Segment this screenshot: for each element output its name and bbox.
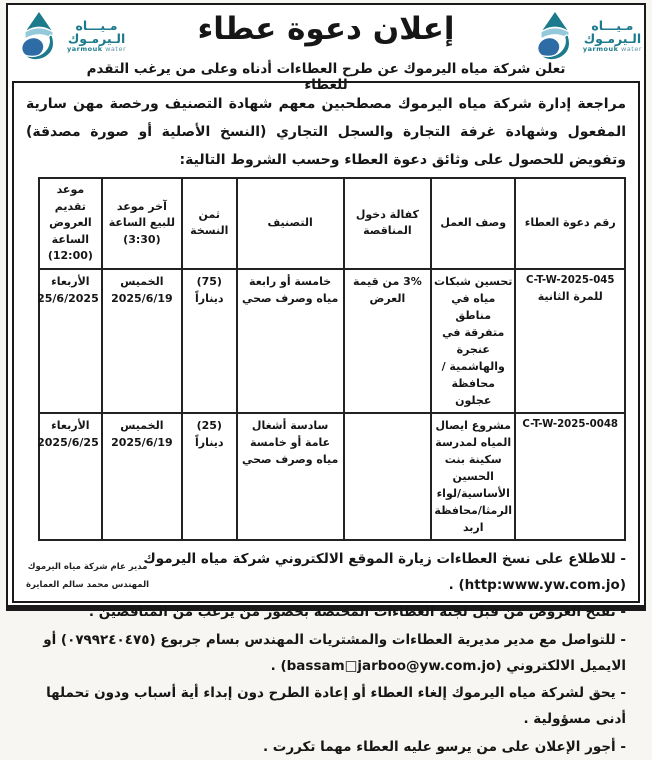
logo-text: [583, 19, 642, 53]
last-sale-date: 2025/6/19: [111, 435, 173, 449]
logo-arabic-line1: مـيـــاه: [591, 17, 634, 33]
col-header-work-desc: وصف العمل: [431, 178, 515, 269]
col-header-bid-bond: كفالة دخول المناقصة: [344, 178, 431, 269]
signature-block: [26, 559, 149, 595]
logo-english-bold: yarmouk: [582, 45, 619, 54]
submission-day: الأربعاء: [51, 274, 90, 288]
submission-day: الأربعاء: [51, 418, 90, 432]
cell-tender-no: [515, 269, 625, 413]
note-view-tenders: - للاطلاع على نسخ العطاءات زيارة الموقع الالكتروني شركة مياه اليرموك (http:www.yw.com.jo) .: [143, 551, 626, 593]
col-header-copy-price: ثمن النسخة: [182, 178, 236, 269]
cell-copy-price: (75) ديناراً: [182, 269, 236, 413]
page-title: إعلان دعوة عطاء: [197, 11, 455, 47]
logo-english-light: water: [618, 45, 642, 54]
yarmouk-water-logo-left: [16, 11, 126, 61]
cell-submission: [39, 269, 102, 413]
signature-name: المهندس محمد سالم العمايرة: [26, 580, 150, 591]
col-header-tender-no: رقم دعوة العطاء: [515, 178, 625, 269]
page-subtitle: تعلن شركة مياه اليرموك عن طرح العطاءات أدناه وعلى من يرغب التقدم للعطاء: [86, 61, 566, 93]
logo-english-bold: yarmouk: [67, 45, 103, 54]
last-sale-day: الخميس: [120, 274, 164, 288]
water-drop-icon: [532, 11, 578, 61]
tenders-table: [38, 177, 626, 541]
yarmouk-water-logo-right: [532, 11, 642, 61]
table-row: [39, 269, 625, 413]
cell-submission: [39, 413, 102, 540]
submission-date: 2025/6/25: [37, 435, 99, 449]
tender-number: C-T-W-2025-045: [525, 274, 615, 286]
tender-number: C-T-W-2025-0048: [522, 418, 619, 430]
logo-arabic-line2: الـيرمـوك: [67, 31, 126, 47]
cell-tender-no: [515, 413, 625, 540]
note-cancellation-right: - يحق لشركة مياه اليرموك إلغاء العطاء أو إعادة الطرح دون إبداء أية أسباب ودون تحملها أدنى مسؤولية .: [46, 685, 626, 728]
col-header-submission: موعد تقديم العروض الساعة (12:00): [39, 178, 102, 269]
note-ad-fees: - أجور الإعلان على من يرسو عليه العطاء مهما تكررت .: [262, 738, 626, 755]
cell-classification: سادسة أشغال عامة أو خامسة مياه وصرف صحي: [237, 413, 344, 540]
cell-work-desc: مشروع ايصال المياه لمدرسة سكينة بنت الحسين الأساسية/لواء الرمثا/محافظة اربد: [431, 413, 515, 540]
intro-paragraph: مراجعة إدارة شركة مياه اليرموك مصطحبين معهم شهادة التصنيف ورخصة مهن سارية المفعول وشهادة غرفة التجارة والسجل التجاري (النسخ الأصلية أو صورة مصدقة) وتفويض للحصول على وثائق دعوة العطاء وحسب الشروط التالية:: [26, 96, 626, 168]
logo-arabic-line1: مـيـــاه: [75, 17, 118, 33]
body-box: [12, 81, 640, 755]
cell-classification: خامسة أو رابعة مياه وصرف صحي: [237, 269, 344, 413]
note-contact: - للتواصل مع مدير مديرية العطاءات والمشتريات المهندس بسام جربوع (٠٧٩٩٢٤٠٤٧٥) أو الايميل الالكتروني (bassam□jarboo@yw.com.jo) .: [43, 632, 626, 674]
tender-number-note: للمرة الثانية: [537, 290, 603, 304]
table-header-row: [39, 178, 625, 269]
ad-frame: [6, 3, 646, 755]
logo-english: [583, 46, 642, 53]
cell-last-sale: [102, 269, 182, 413]
table-row: [39, 413, 625, 540]
signature-title: مدير عام شركة مياه اليرموك: [27, 562, 148, 573]
water-drop-icon: [16, 11, 62, 61]
logo-arabic-line2: الـيرمـوك: [583, 31, 642, 47]
last-sale-day: الخميس: [120, 418, 164, 432]
note-opening-bids: - تفتح العروض من قبل لجنة العطاءات المختصة بحضور من يرغب من المناقصين .: [88, 604, 626, 621]
col-header-classification: التصنيف: [237, 178, 344, 269]
col-header-last-sale: آخر موعد للبيع الساعة (3:30): [102, 178, 182, 269]
logo-text: [67, 19, 126, 53]
logo-english: [67, 46, 126, 53]
cell-last-sale: [102, 413, 182, 540]
cell-bid-bond: 3% من قيمة العرض: [344, 269, 431, 413]
cell-bid-bond: [344, 413, 431, 540]
logo-english-light: water: [102, 45, 127, 54]
submission-date: 25/6/2025: [37, 291, 99, 305]
last-sale-date: 2025/6/19: [111, 291, 173, 305]
cell-copy-price: (25) ديناراً: [182, 413, 236, 540]
cell-work-desc: تحسين شبكات مياه في مناطق متفرقة في عنجرة والهاشمية / محافظة عجلون: [431, 269, 515, 413]
